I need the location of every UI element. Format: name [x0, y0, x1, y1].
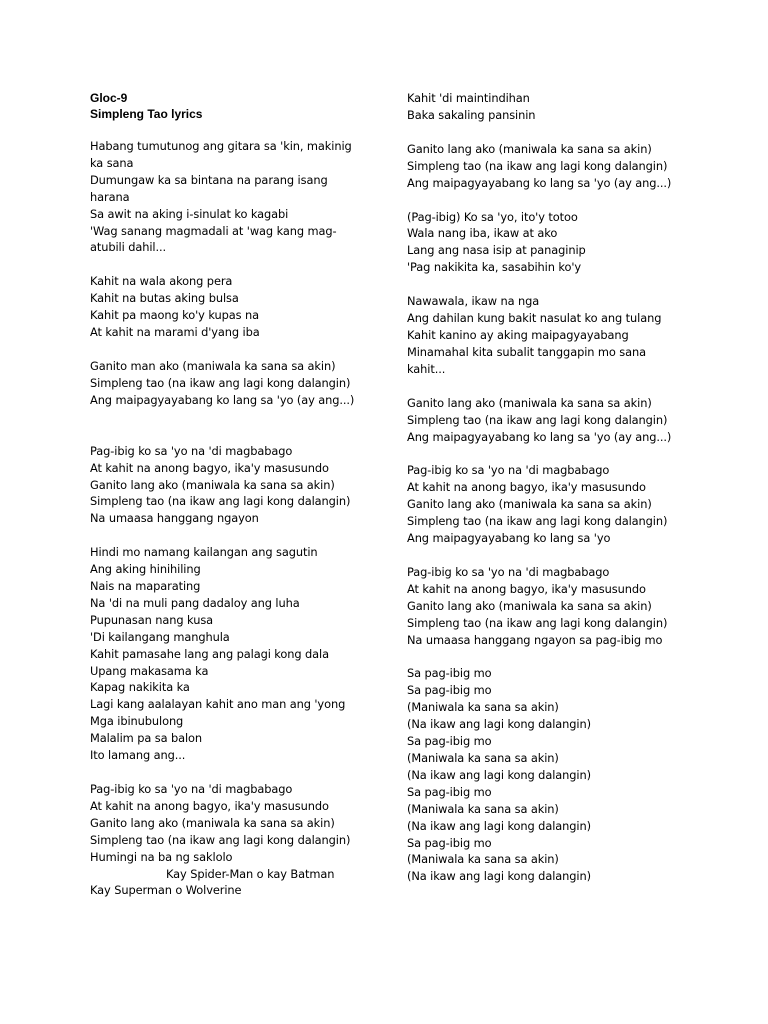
stanza	[407, 293, 727, 378]
lyric-line: Ang maipagyayabang ko lang sa 'yo	[407, 531, 611, 546]
lyric-line: Ganito man ako (maniwala ka sana sa akin)	[90, 358, 336, 373]
stanza	[90, 781, 390, 899]
lyric-line: At kahit na anong bagyo, ika'y masusundo	[407, 480, 646, 495]
lyric-line: Lang ang nasa isip at panaginip	[407, 243, 586, 258]
lyric-line: Ganito lang ako (maniwala ka sana sa akin)	[407, 141, 652, 156]
lyric-line: (Pag-ibig) Ko sa 'yo, ito'y totoo	[407, 209, 578, 224]
lyric-line: (Maniwala ka sana sa akin)	[407, 751, 559, 765]
stanza	[90, 273, 390, 341]
stanza	[407, 141, 727, 192]
song-title: Simpleng Tao lyrics	[90, 107, 203, 121]
lyric-line: Malalim pa sa balon	[90, 731, 203, 746]
lyric-line: Sa pag-ibig mo	[407, 683, 492, 698]
lyric-line: Sa pag-ibig mo	[407, 835, 492, 850]
lyric-line: Pag-ibig ko sa 'yo na 'di magbabago	[407, 463, 610, 478]
lyric-line: Pag-ibig ko sa 'yo na 'di magbabago	[407, 564, 610, 579]
lyric-line: Pag-ibig ko sa 'yo na 'di magbabago	[90, 782, 293, 796]
lyric-line: Nais na maparating	[90, 579, 201, 594]
stanza	[407, 395, 727, 446]
lyric-line: (Maniwala ka sana sa akin)	[407, 852, 559, 867]
lyric-line: Baka sakaling pansinin	[407, 107, 536, 122]
lyric-line: ka sana	[90, 155, 134, 170]
lyric-line: At kahit na marami d'yang iba	[90, 325, 260, 340]
lyric-line: At kahit na anong bagyo, ika'y masusundo	[407, 581, 646, 596]
lyric-line: (Na ikaw ang lagi kong dalangin)	[407, 767, 591, 782]
lyric-line: harana	[90, 189, 130, 204]
lyric-line: Habang tumutunog ang gitara sa 'kin, makinig	[90, 139, 352, 153]
lyric-line: Simpleng tao (na ikaw ang lagi kong dalangin)	[407, 412, 668, 427]
stanza	[407, 462, 727, 547]
lyric-line: Nawawala, ikaw na nga	[407, 294, 540, 309]
lyric-line: Upang makasama ka	[90, 663, 209, 678]
lyric-line: Kahit 'di maintindihan	[407, 91, 530, 105]
stanza	[407, 209, 727, 277]
left-stanzas	[90, 138, 390, 899]
lyric-line: atubili dahil...	[90, 240, 167, 255]
lyric-line: kahit...	[407, 361, 446, 376]
lyric-line: (Na ikaw ang lagi kong dalangin)	[407, 717, 591, 732]
lyric-line: Minamahal kita subalit tanggapin mo sana	[407, 344, 647, 359]
stanza	[90, 544, 390, 764]
left-column	[90, 90, 390, 916]
lyric-line: Kahit na butas aking bulsa	[90, 291, 239, 306]
lyric-line: Kahit pamasahe lang ang palagi kong dala	[90, 646, 329, 661]
lyric-line: Kapag nakikita ka	[90, 680, 190, 695]
lyric-line: Ganito lang ako (maniwala ka sana sa akin)	[90, 477, 335, 492]
lyric-line: (Maniwala ka sana sa akin)	[407, 801, 559, 816]
lyric-line: Simpleng tao (na ikaw ang lagi kong dalangin)	[407, 615, 668, 630]
lyric-line: Ito lamang ang...	[90, 748, 186, 763]
lyric-line: Sa pag-ibig mo	[407, 784, 492, 799]
stanza	[407, 90, 727, 124]
lyric-line: Ang maipagyayabang ko lang sa 'yo (ay ang...)	[90, 392, 355, 407]
lyric-line: Simpleng tao (na ikaw ang lagi kong dalangin)	[407, 514, 668, 529]
lyric-line: 'Di kailangang manghula	[90, 629, 230, 644]
lyric-line: Dumungaw ka sa bintana na parang isang	[90, 172, 328, 187]
stanza	[90, 358, 390, 409]
lyric-line: Hindi mo namang kailangan ang sagutin	[90, 545, 318, 560]
lyric-line: Ang maipagyayabang ko lang sa 'yo (ay ang...)	[407, 429, 672, 444]
stanza	[90, 138, 390, 256]
lyric-line: (Na ikaw ang lagi kong dalangin)	[407, 818, 591, 833]
lyric-line: Sa pag-ibig mo	[407, 734, 492, 749]
stanza	[407, 665, 727, 885]
lyric-line: Kahit na wala akong pera	[90, 274, 233, 289]
lyric-line: Simpleng tao (na ikaw ang lagi kong dalangin)	[407, 158, 668, 173]
lyric-line: Mga ibinubulong	[90, 714, 184, 729]
lyric-line: Na umaasa hanggang ngayon	[90, 511, 259, 526]
lyric-line: Sa awit na aking i-sinulat ko kagabi	[90, 206, 289, 221]
lyric-line: Na umaasa hanggang ngayon sa pag-ibig mo	[407, 632, 663, 647]
lyrics-header	[90, 90, 390, 122]
lyric-line: Simpleng tao (na ikaw ang lagi kong dalangin)	[90, 832, 351, 847]
lyric-line: Kay Spider-Man o kay Batman	[166, 866, 335, 881]
lyric-line: Wala nang iba, ikaw at ako	[407, 226, 558, 241]
lyric-line: Ang aking hinihiling	[90, 562, 201, 577]
lyric-line: Lagi kang aalalayan kahit ano man ang 'yong	[90, 697, 346, 712]
lyric-line: Sa pag-ibig mo	[407, 666, 492, 681]
lyric-line: (Na ikaw ang lagi kong dalangin)	[407, 869, 591, 884]
lyric-line: Pupunasan nang kusa	[90, 612, 214, 627]
lyric-line: Pag-ibig ko sa 'yo na 'di magbabago	[90, 443, 293, 458]
lyric-line: Ganito lang ako (maniwala ka sana sa akin)	[407, 395, 652, 410]
lyric-line: Na 'di na muli pang dadaloy ang luha	[90, 595, 300, 610]
lyric-line: Ganito lang ako (maniwala ka sana sa akin)	[90, 815, 335, 830]
stanza	[407, 564, 727, 649]
lyric-line: Humingi na ba ng saklolo	[90, 849, 233, 864]
lyric-line: At kahit na anong bagyo, ika'y masusundo	[90, 460, 329, 475]
lyric-line: Simpleng tao (na ikaw ang lagi kong dalangin)	[90, 494, 351, 509]
lyric-line: At kahit na anong bagyo, ika'y masusundo	[90, 798, 329, 813]
stanza	[90, 443, 390, 528]
lyric-line: Kay Superman o Wolverine	[90, 883, 242, 898]
right-stanzas	[407, 90, 727, 885]
lyric-line: Kahit pa maong ko'y kupas na	[90, 308, 259, 323]
lyric-line: Simpleng tao (na ikaw ang lagi kong dalangin)	[90, 375, 351, 390]
artist-name: Gloc-9	[90, 91, 128, 105]
lyric-line: Ganito lang ako (maniwala ka sana sa akin)	[407, 598, 652, 613]
lyric-line: 'Wag sanang magmadali at 'wag kang mag-	[90, 223, 337, 238]
lyric-line: Ang maipagyayabang ko lang sa 'yo (ay ang...)	[407, 175, 672, 190]
lyric-line: Ang dahilan kung bakit nasulat ko ang tulang	[407, 311, 662, 326]
right-column	[407, 90, 727, 902]
lyric-line: 'Pag nakikita ka, sasabihin ko'y	[407, 260, 582, 275]
lyric-line: Ganito lang ako (maniwala ka sana sa akin)	[407, 497, 652, 512]
lyric-line: (Maniwala ka sana sa akin)	[407, 700, 559, 715]
lyric-line: Kahit kanino ay aking maipagyayabang	[407, 327, 629, 342]
